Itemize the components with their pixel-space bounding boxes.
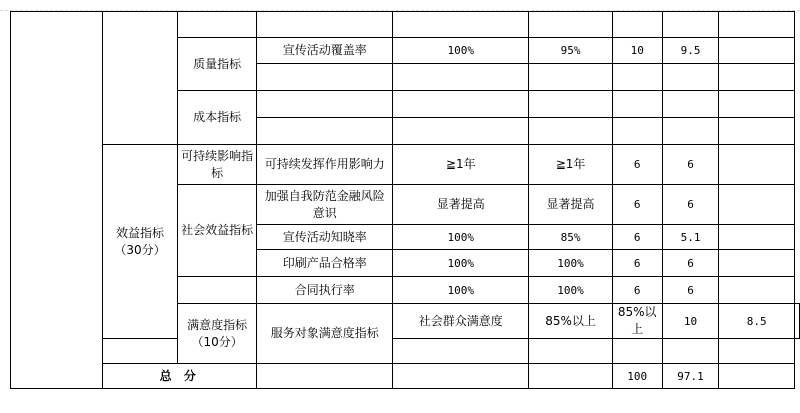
score-value: 6 [662,250,719,277]
cell-blank [529,364,613,389]
score-value: 6 [662,145,719,185]
weight-value: 10 [612,38,662,64]
cell-blank [393,118,529,145]
total-label: 总 分 [103,364,257,389]
indicator-name: 社会群众满意度 [393,304,529,339]
total-weight: 100 [612,364,662,389]
cell-blank [612,12,662,38]
quality-indicator: 质量指标 [177,38,257,91]
actual-value: 显著提高 [529,185,613,225]
cell-blank [529,12,613,38]
cell-blank [662,118,719,145]
target-value: 100% [393,38,529,64]
benefit-points: （30分） [114,242,166,257]
cell-blank [719,118,795,145]
cell-blank [719,250,795,277]
score-value: 8.5 [719,304,795,339]
cell-blank [795,304,800,339]
cell-blank [257,12,393,38]
actual-value: 100% [529,250,613,277]
weight-value: 6 [612,250,662,277]
cell-blank [11,12,103,389]
target-value: 显著提高 [393,185,529,225]
satisfaction-indicator: 满意度指标（10分） [177,304,257,364]
table-row [11,145,800,185]
cell-blank [257,364,393,389]
cell-blank [393,364,529,389]
indicator-name: 合同执行率 [257,277,393,304]
cell-blank [393,339,529,364]
actual-value: 85% [529,225,613,250]
actual-value: 85%以上 [612,304,662,339]
total-score: 97.1 [662,364,719,389]
cell-blank [662,339,719,364]
cell-blank [612,91,662,118]
cell-blank [103,12,178,145]
cell-blank [662,64,719,91]
benefit-indicator [103,145,178,339]
indicator-name: 可持续发挥作用影响力 [257,145,393,185]
indicator-name: 宣传活动知晓率 [257,225,393,250]
cell-blank [177,12,257,38]
benefit-label: 效益指标 [115,225,164,240]
table-row [11,339,800,364]
cell-blank [719,64,795,91]
score-value: 6 [662,277,719,304]
performance-table [10,11,800,389]
cell-blank [662,12,719,38]
sustain-indicator: 可持续影响指标 [177,145,257,185]
social-indicator: 社会效益指标 [177,185,257,277]
target-value: 85%以上 [529,304,613,339]
cell-blank [393,64,529,91]
target-value: 100% [393,250,529,277]
cell-blank [719,277,795,304]
cell-blank [719,339,795,364]
score-value: 5.1 [662,225,719,250]
cell-blank [719,185,795,225]
weight-value: 6 [612,225,662,250]
cell-blank [257,91,393,118]
cell-blank [529,91,613,118]
actual-value: ≧1年 [529,145,613,185]
cell-blank [257,64,393,91]
indicator-name: 印刷产品合格率 [257,250,393,277]
cost-indicator: 成本指标 [177,91,257,145]
weight-value: 6 [612,277,662,304]
satisfaction-sub-indicator: 服务对象满意度指标 [257,304,393,364]
cell-blank [529,64,613,91]
cell-blank [662,91,719,118]
cell-blank [393,91,529,118]
target-value: ≧1年 [393,145,529,185]
target-value: 100% [393,225,529,250]
cell-blank [612,118,662,145]
weight-value: 10 [662,304,719,339]
cell-blank [612,64,662,91]
indicator-name: 加强自我防范金融风险意识 [257,185,393,225]
cell-blank [103,339,178,364]
total-row [11,364,800,389]
actual-value: 95% [529,38,613,64]
cell-blank [719,364,795,389]
cell-blank [529,339,613,364]
actual-value: 100% [529,277,613,304]
indicator-name: 宣传活动覆盖率 [257,38,393,64]
cell-blank [177,277,257,304]
score-value: 9.5 [662,38,719,64]
cell-blank [719,38,795,64]
table-row [11,12,800,38]
cell-blank [719,12,795,38]
cell-blank [257,118,393,145]
cell-blank [393,12,529,38]
cell-blank [719,225,795,250]
cell-blank [719,91,795,118]
cell-blank [529,118,613,145]
score-value: 6 [662,185,719,225]
cell-blank [719,145,795,185]
weight-value: 6 [612,145,662,185]
target-value: 100% [393,277,529,304]
cell-blank [612,339,662,364]
weight-value: 6 [612,185,662,225]
